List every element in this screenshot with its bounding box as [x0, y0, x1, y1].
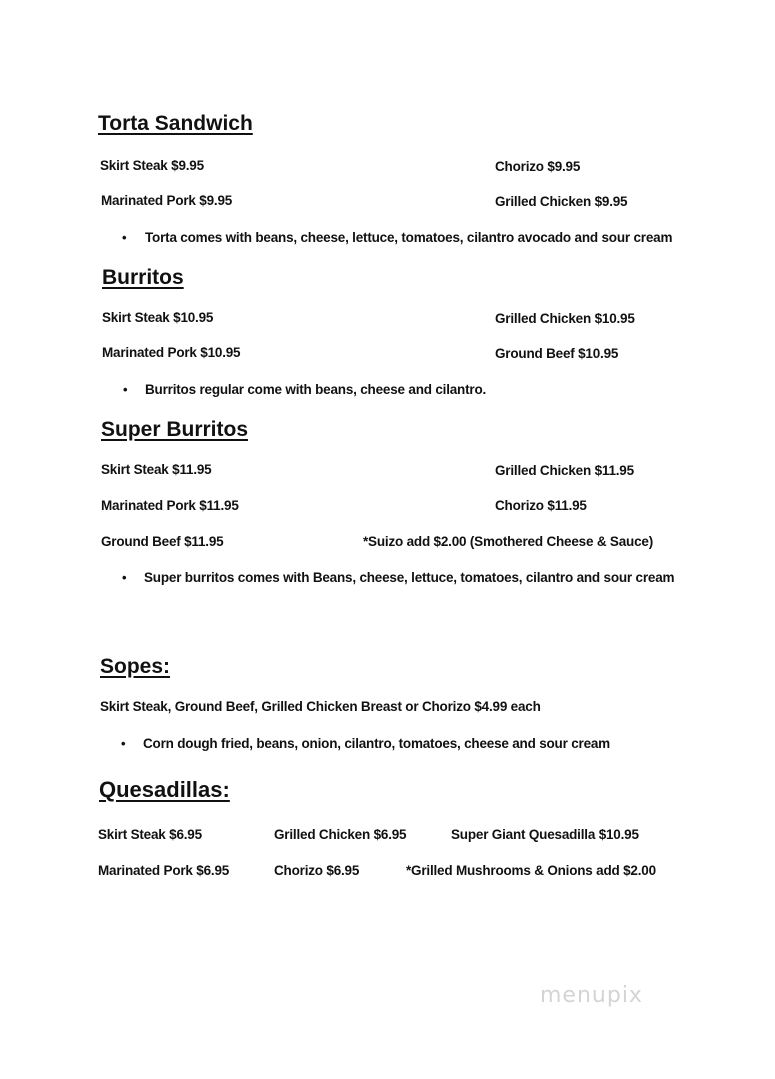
menu-item: Chorizo $6.95	[274, 863, 360, 878]
section-note: Torta comes with beans, cheese, lettuce, tomatoes, cilantro avocado and sour cream	[145, 230, 673, 245]
bullet-icon: •	[123, 382, 128, 397]
section-title-quesadillas: Quesadillas:	[99, 777, 230, 802]
menu-item: Marinated Pork $6.95	[98, 863, 230, 878]
menu-item: Grilled Chicken $9.95	[495, 194, 628, 209]
menu-item: Chorizo $9.95	[495, 159, 581, 174]
section-title-torta: Torta Sandwich	[98, 112, 253, 135]
menu-item: Grilled Chicken $11.95	[495, 463, 634, 478]
menu-item: Marinated Pork $9.95	[101, 193, 233, 208]
menu-item: Chorizo $11.95	[495, 498, 587, 513]
menu-item: Grilled Chicken $6.95	[274, 827, 407, 842]
menu-item: Grilled Chicken $10.95	[495, 311, 635, 326]
menu-item: Super Giant Quesadilla $10.95	[451, 827, 639, 842]
section-title-burritos: Burritos	[102, 266, 184, 289]
menu-item: Skirt Steak $11.95	[101, 462, 212, 477]
watermark-logo: menupix	[540, 983, 643, 1008]
menu-item: Ground Beef $11.95	[101, 534, 224, 549]
menu-item: Skirt Steak $10.95	[102, 310, 214, 325]
section-note: Corn dough fried, beans, onion, cilantro, tomatoes, cheese and sour cream	[143, 736, 610, 751]
menu-item: Marinated Pork $10.95	[102, 345, 241, 360]
bullet-icon: •	[122, 230, 127, 245]
section-note: Burritos regular come with beans, cheese and cilantro.	[145, 382, 487, 397]
bullet-icon: •	[121, 736, 126, 751]
menu-addon: *Grilled Mushrooms & Onions add $2.00	[406, 863, 656, 878]
menu-item: Ground Beef $10.95	[495, 346, 619, 361]
menu-item: Skirt Steak $6.95	[98, 827, 202, 842]
section-title-super-burritos: Super Burritos	[101, 418, 249, 441]
bullet-icon: •	[122, 570, 127, 585]
section-title-sopes: Sopes:	[100, 655, 171, 678]
menu-addon: *Suizo add $2.00 (Smothered Cheese & Sauce)	[363, 534, 653, 549]
menu-item: Skirt Steak, Ground Beef, Grilled Chicken Breast or Chorizo $4.99 each	[100, 699, 541, 714]
menu-item: Skirt Steak $9.95	[100, 158, 204, 173]
section-note: Super burritos comes with Beans, cheese, lettuce, tomatoes, cilantro and sour cream	[144, 570, 675, 585]
menu-item: Marinated Pork $11.95	[101, 498, 239, 513]
